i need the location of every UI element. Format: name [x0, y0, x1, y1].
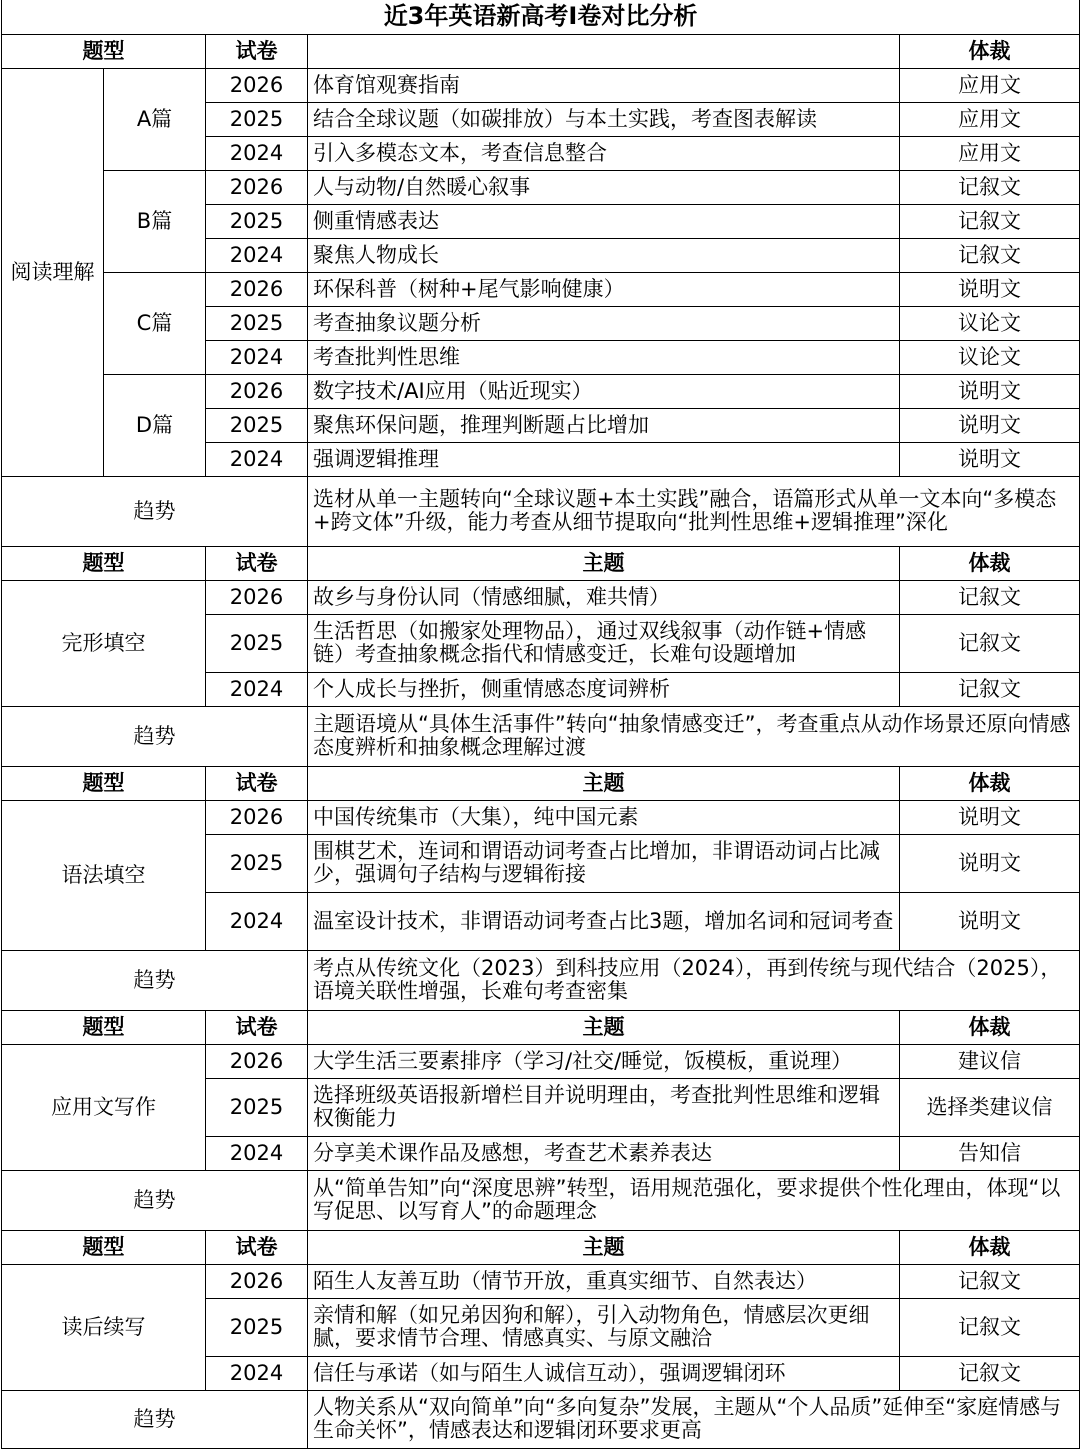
genre-cell: 说明文 [900, 442, 1080, 476]
header-genre: 体裁 [900, 766, 1080, 800]
theme-cell: 生活哲思（如搬家处理物品），通过双线叙事（动作链+情感链）考查抽象概念指代和情感变迁，长难句设题增加 [308, 614, 900, 672]
genre-cell: 选择类建议信 [900, 1078, 1080, 1136]
genre-cell: 说明文 [900, 408, 1080, 442]
genre-cell: 记叙文 [900, 204, 1080, 238]
table-row [2, 580, 1080, 614]
theme-cell: 故乡与身份认同（情感细腻，难共情） [308, 580, 900, 614]
year-cell: 2026 [206, 580, 308, 614]
year-cell: 2025 [206, 204, 308, 238]
genre-cell: 记叙文 [900, 1298, 1080, 1356]
genre-cell: 告知信 [900, 1136, 1080, 1170]
genre-cell: 应用文 [900, 136, 1080, 170]
table-row [2, 800, 1080, 834]
comparison-table [1, 0, 1080, 1449]
year-cell: 2024 [206, 672, 308, 706]
table-row [2, 170, 1080, 204]
year-cell: 2024 [206, 340, 308, 374]
header-theme: 主题 [308, 1230, 900, 1264]
year-cell: 2025 [206, 102, 308, 136]
theme-cell: 信任与承诺（如与陌生人诚信互动），强调逻辑闭环 [308, 1356, 900, 1390]
year-cell: 2025 [206, 1078, 308, 1136]
theme-cell: 聚焦人物成长 [308, 238, 900, 272]
theme-cell: 体育馆观赛指南 [308, 68, 900, 102]
genre-cell: 议论文 [900, 340, 1080, 374]
section-name: 阅读理解 [2, 68, 104, 476]
theme-cell: 陌生人友善互助（情节开放，重真实细节、自然表达） [308, 1264, 900, 1298]
year-cell: 2024 [206, 892, 308, 950]
theme-cell: 数字技术/AI应用（贴近现实） [308, 374, 900, 408]
theme-cell: 人与动物/自然暖心叙事 [308, 170, 900, 204]
year-cell: 2025 [206, 408, 308, 442]
section-name: 读后续写 [2, 1264, 206, 1390]
trend-text: 从“简单告知”向“深度思辨”转型，语用规范强化，要求提供个性化理由，体现“以写促思、以写育人”的命题理念 [308, 1170, 1080, 1230]
year-cell: 2024 [206, 442, 308, 476]
header-paper: 试卷 [206, 34, 308, 68]
header-theme: 主题 [308, 1010, 900, 1044]
header-paper: 试卷 [206, 1230, 308, 1264]
genre-cell: 记叙文 [900, 614, 1080, 672]
table-row [2, 1264, 1080, 1298]
genre-cell: 应用文 [900, 102, 1080, 136]
header-theme-empty [308, 34, 900, 68]
header-row [2, 546, 1080, 580]
theme-cell: 围棋艺术，连词和谓语动词考查占比增加，非谓语动词占比减少，强调句子结构与逻辑衔接 [308, 834, 900, 892]
genre-cell: 应用文 [900, 68, 1080, 102]
genre-cell: 议论文 [900, 306, 1080, 340]
year-cell: 2024 [206, 1136, 308, 1170]
trend-row [2, 1390, 1080, 1448]
theme-cell: 结合全球议题（如碳排放）与本土实践，考查图表解读 [308, 102, 900, 136]
theme-cell: 引入多模态文本，考查信息整合 [308, 136, 900, 170]
theme-cell: 考查抽象议题分析 [308, 306, 900, 340]
theme-cell: 大学生活三要素排序（学习/社交/睡觉，饭模板，重说理） [308, 1044, 900, 1078]
header-genre: 体裁 [900, 34, 1080, 68]
year-cell: 2026 [206, 170, 308, 204]
header-row [2, 1010, 1080, 1044]
theme-cell: 个人成长与挫折，侧重情感态度词辨析 [308, 672, 900, 706]
header-type: 题型 [2, 1230, 206, 1264]
theme-cell: 温室设计技术，非谓语动词考查占比3题，增加名词和冠词考查 [308, 892, 900, 950]
theme-cell: 分享美术课作品及感想，考查艺术素养表达 [308, 1136, 900, 1170]
table-row [2, 1044, 1080, 1078]
genre-cell: 记叙文 [900, 1264, 1080, 1298]
header-theme: 主题 [308, 546, 900, 580]
trend-text: 考点从传统文化（2023）到科技应用（2024），再到传统与现代结合（2025），语境关联性增强，长难句考查密集 [308, 950, 1080, 1010]
table-row [2, 374, 1080, 408]
trend-text: 人物关系从“双向简单”向“多向复杂”发展，主题从“个人品质”延伸至“家庭情感与生命关怀”，情感表达和逻辑闭环要求更高 [308, 1390, 1080, 1448]
header-type: 题型 [2, 546, 206, 580]
year-cell: 2026 [206, 1044, 308, 1078]
header-paper: 试卷 [206, 1010, 308, 1044]
header-row [2, 766, 1080, 800]
theme-cell: 侧重情感表达 [308, 204, 900, 238]
genre-cell: 说明文 [900, 892, 1080, 950]
genre-cell: 说明文 [900, 800, 1080, 834]
trend-label: 趋势 [2, 476, 308, 546]
theme-cell: 选择班级英语报新增栏目并说明理由，考查批判性思维和逻辑权衡能力 [308, 1078, 900, 1136]
section-name: 语法填空 [2, 800, 206, 950]
trend-row [2, 950, 1080, 1010]
section-name: 应用文写作 [2, 1044, 206, 1170]
header-row [2, 1230, 1080, 1264]
year-cell: 2026 [206, 1264, 308, 1298]
genre-cell: 说明文 [900, 834, 1080, 892]
year-cell: 2026 [206, 272, 308, 306]
trend-row [2, 476, 1080, 546]
year-cell: 2025 [206, 614, 308, 672]
trend-label: 趋势 [2, 1170, 308, 1230]
header-genre: 体裁 [900, 1010, 1080, 1044]
genre-cell: 记叙文 [900, 580, 1080, 614]
genre-cell: 记叙文 [900, 672, 1080, 706]
passage-label: B篇 [104, 170, 206, 272]
genre-cell: 说明文 [900, 374, 1080, 408]
header-theme: 主题 [308, 766, 900, 800]
theme-cell: 亲情和解（如兄弟因狗和解），引入动物角色，情感层次更细腻，要求情节合理、情感真实、与原文融洽 [308, 1298, 900, 1356]
genre-cell: 记叙文 [900, 170, 1080, 204]
trend-label: 趋势 [2, 1390, 308, 1448]
theme-cell: 中国传统集市（大集），纯中国元素 [308, 800, 900, 834]
genre-cell: 建议信 [900, 1044, 1080, 1078]
year-cell: 2025 [206, 306, 308, 340]
section-name: 完形填空 [2, 580, 206, 706]
year-cell: 2026 [206, 800, 308, 834]
trend-label: 趋势 [2, 706, 308, 766]
trend-row [2, 706, 1080, 766]
header-genre: 体裁 [900, 546, 1080, 580]
year-cell: 2024 [206, 238, 308, 272]
passage-label: A篇 [104, 68, 206, 170]
theme-cell: 考查批判性思维 [308, 340, 900, 374]
header-type: 题型 [2, 34, 206, 68]
table-row [2, 272, 1080, 306]
theme-cell: 聚焦环保问题，推理判断题占比增加 [308, 408, 900, 442]
year-cell: 2025 [206, 1298, 308, 1356]
genre-cell: 记叙文 [900, 1356, 1080, 1390]
header-type: 题型 [2, 766, 206, 800]
trend-text: 主题语境从“具体生活事件”转向“抽象情感变迁”，考查重点从动作场景还原向情感态度辨析和抽象概念理解过渡 [308, 706, 1080, 766]
genre-cell: 记叙文 [900, 238, 1080, 272]
header-type: 题型 [2, 1010, 206, 1044]
year-cell: 2026 [206, 374, 308, 408]
passage-label: C篇 [104, 272, 206, 374]
trend-label: 趋势 [2, 950, 308, 1010]
theme-cell: 环保科普（树种+尾气影响健康） [308, 272, 900, 306]
year-cell: 2025 [206, 834, 308, 892]
header-row [2, 34, 1080, 68]
header-paper: 试卷 [206, 766, 308, 800]
trend-text: 选材从单一主题转向“全球议题+本土实践”融合，语篇形式从单一文本向“多模态+跨文体”升级，能力考查从细节提取向“批判性思维+逻辑推理”深化 [308, 476, 1080, 546]
table-row [2, 68, 1080, 102]
trend-row [2, 1170, 1080, 1230]
year-cell: 2024 [206, 136, 308, 170]
genre-cell: 说明文 [900, 272, 1080, 306]
passage-label: D篇 [104, 374, 206, 476]
header-genre: 体裁 [900, 1230, 1080, 1264]
page-title: 近3年英语新高考Ⅰ卷对比分析 [2, 0, 1080, 34]
header-paper: 试卷 [206, 546, 308, 580]
year-cell: 2026 [206, 68, 308, 102]
year-cell: 2024 [206, 1356, 308, 1390]
theme-cell: 强调逻辑推理 [308, 442, 900, 476]
